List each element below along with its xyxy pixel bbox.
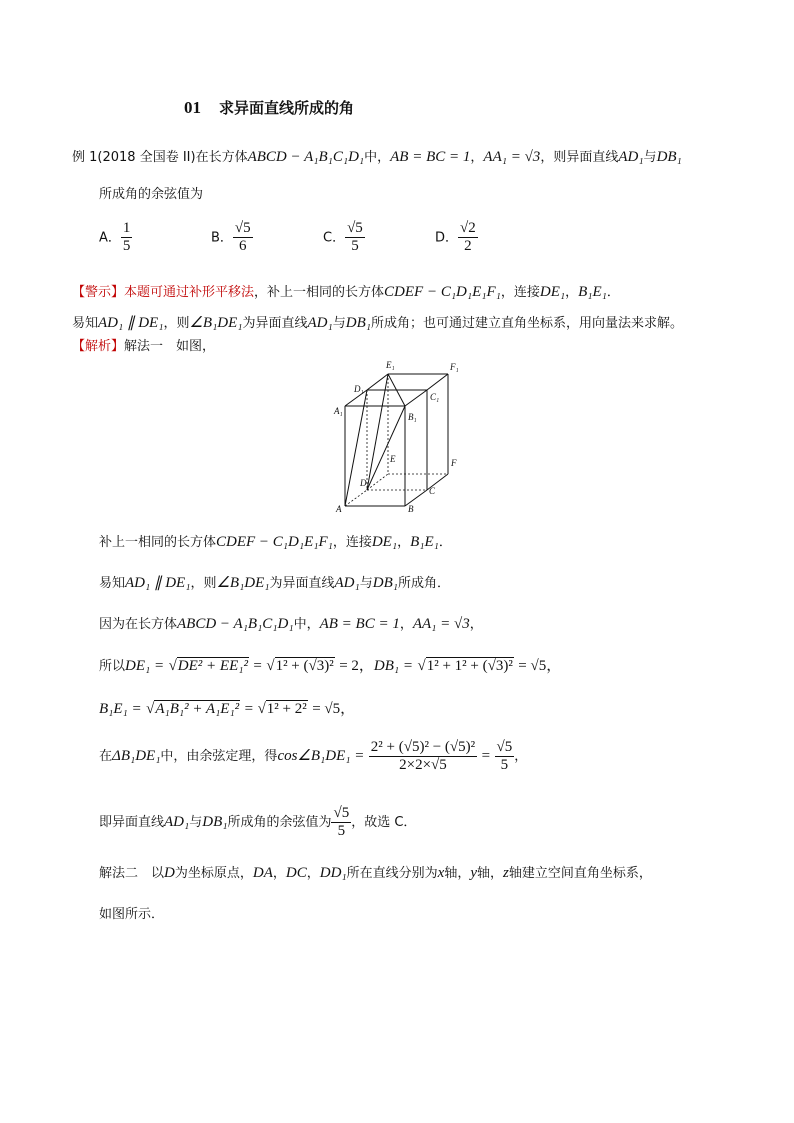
option-c: C． $\frac{√5}{5}$: [323, 220, 363, 254]
label-C1: C₁: [430, 392, 440, 402]
solution-p6: 在ΔB₁DE₁中，由余弦定理，得cos∠B₁DE₁ = $\frac{\text{2² + (√5)² − (√5)²}}{2\times 2\times√5}$ = $\frac{√5}{5}$ ，: [99, 738, 528, 773]
example-line-1: 例 1(2018 全国卷 II)在长方体ABCD − A₁B₁C₁D₁中，AB = BC = 1，AA₁ = √3，则异面直线AD₁与DB₁: [72, 149, 682, 165]
solution-p5: B₁E₁ = √A₁B₁² + A₁E₁² = √1² + 2² = √5，: [99, 701, 356, 717]
option-b: B． $\frac{√5}{6}$: [211, 220, 251, 254]
label-E: E: [390, 454, 396, 464]
label-F: F: [451, 458, 457, 468]
solution-p8: 解法二 以D为坐标原点，DA，DC，DD₁所在直线分别为x轴，y轴，z轴建立空间直角坐标系，: [99, 865, 652, 881]
solution-p3: 因为在长方体ABCD − A₁B₁C₁D₁中，AB = BC = 1，AA₁ = √3，: [99, 616, 483, 632]
solution-p7: 即异面直线AD₁与DB₁所成角的余弦值为 $\frac{√5}{5}$ ，故选 C．: [99, 804, 417, 839]
label-D: D: [360, 478, 367, 488]
label-B1: B₁: [408, 412, 417, 422]
section-title: [184, 98, 354, 119]
cuboid-figure: [330, 356, 470, 516]
warning-line-1: 【警示】本题可通过补形平移法，补上一相同的长方体CDEF − C₁D₁E₁F₁，连接DE₁，B₁E₁．: [72, 284, 620, 300]
warning-line-2: 易知AD₁ ∥ DE₁，则∠B₁DE₁为异面直线AD₁与DB₁所成角；也可通过建立直角坐标系，用向量法来求解。: [72, 315, 683, 331]
example-line-2: 所成角的余弦值为: [99, 187, 204, 202]
solution-p9: 如图所示．: [99, 907, 165, 922]
warning-tag: 【警示】: [72, 285, 125, 300]
solution-p1: 补上一相同的长方体CDEF − C₁D₁E₁F₁，连接DE₁，B₁E₁．: [99, 534, 452, 550]
label-C: C: [429, 486, 436, 496]
label-E1: E₁: [386, 360, 395, 370]
option-d: D． $\frac{√2}{2}$: [435, 220, 476, 254]
solution-intro: 【解析】解法一 如图，: [72, 339, 216, 354]
option-a: A． $\frac{1}{5}$: [99, 220, 131, 254]
solution-tag: 【解析】: [72, 339, 125, 354]
label-F1: F₁: [450, 362, 459, 372]
solution-p2: 易知AD₁ ∥ DE₁，则∠B₁DE₁为异面直线AD₁与DB₁所成角．: [99, 575, 450, 591]
label-A1: A₁: [334, 406, 343, 416]
section-number: 01: [184, 98, 201, 117]
label-B: B: [408, 504, 414, 514]
label-D1: D₁: [354, 384, 364, 394]
solution-p4: 所以DE₁ = √DE² + EE₁² = √1² + (√3)² = 2，DB₁ = √1² + 1² + (√3)² = √5，: [99, 658, 562, 674]
section-heading: 求异面直线所成的角: [219, 99, 355, 117]
label-A: A: [336, 504, 342, 514]
